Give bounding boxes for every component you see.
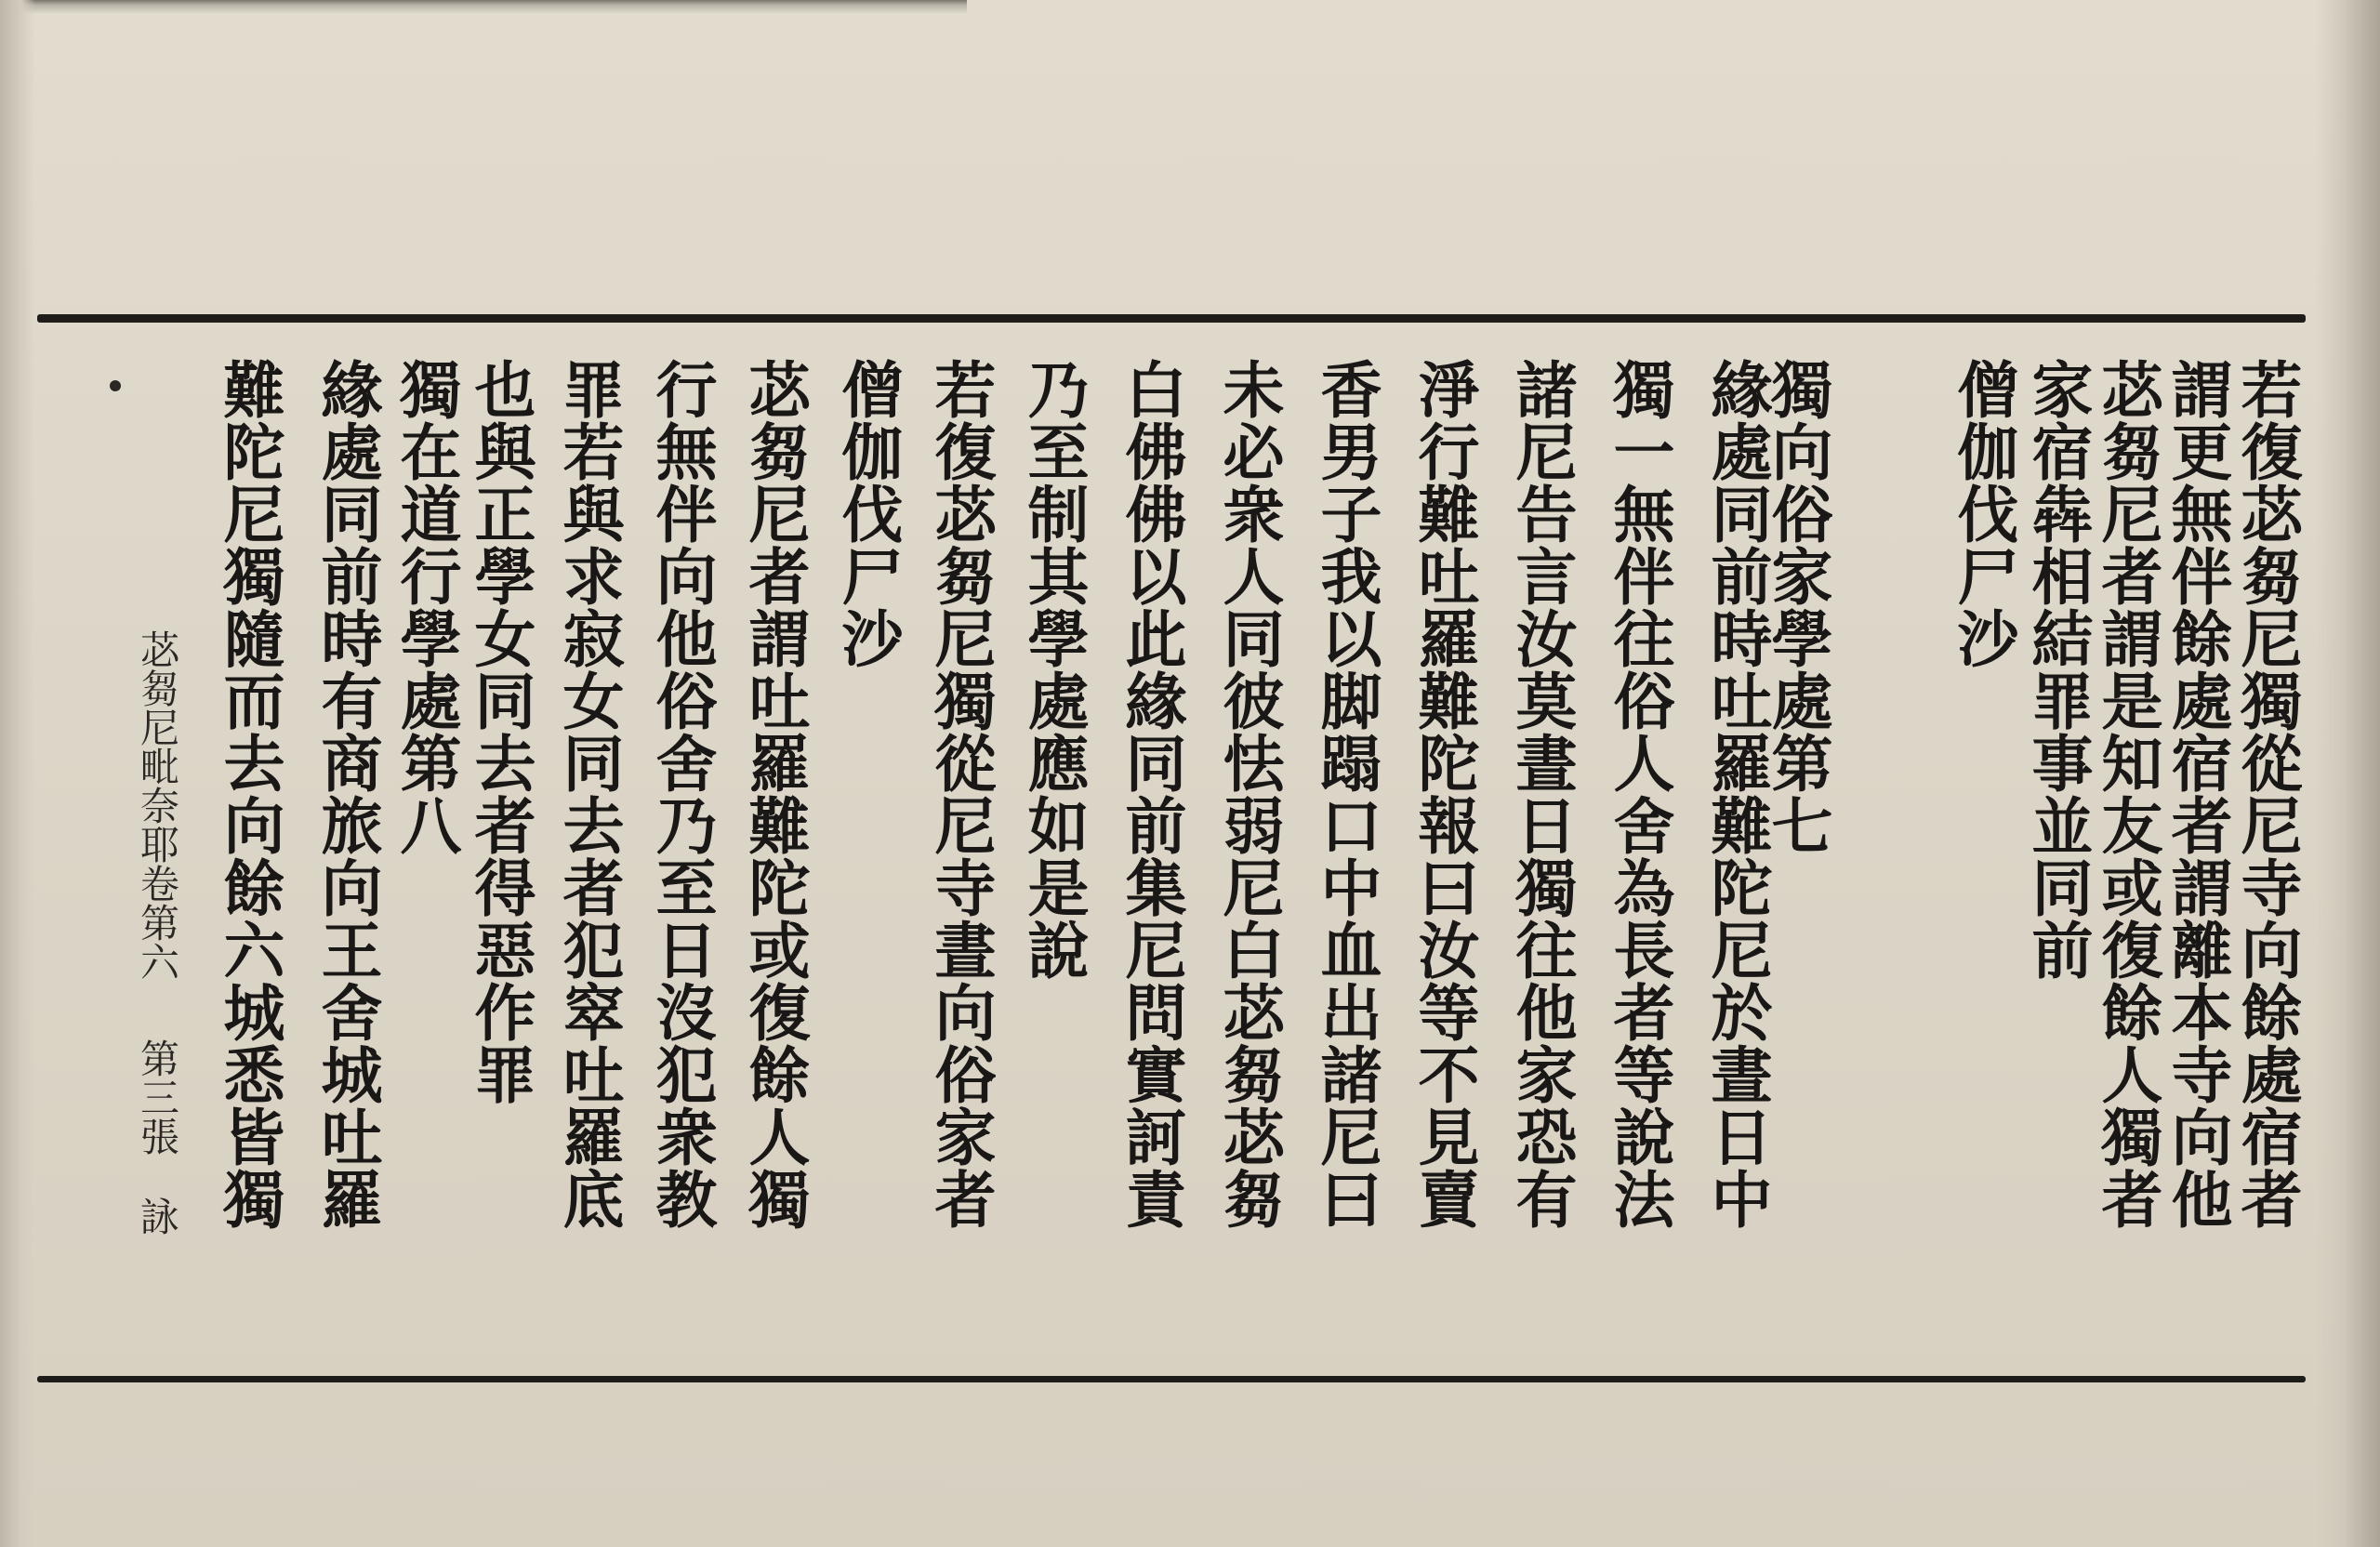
text-column-3: 苾芻尼者謂是知友或復餘人獨者: [2091, 358, 2163, 1230]
margin-carver-mark: 詠: [135, 1197, 180, 1236]
text-column-16: 苾芻尼者謂吐羅難陀或復餘人獨: [738, 358, 811, 1230]
text-column-13: 乃至制其學處應如是說: [1017, 358, 1090, 981]
text-column-21: 難陀尼獨隨而去向餘六城悉皆獨: [213, 358, 285, 1230]
text-column-19: 也與正學女同去者得惡作罪: [464, 358, 536, 1105]
text-column-20: 緣處同前時有商旅向王舍城吐羅: [311, 358, 383, 1230]
text-column-9: 淨行難吐羅難陀報曰汝等不見賣: [1408, 358, 1480, 1230]
text-column-15: 僧伽伐尸沙: [831, 358, 904, 669]
frame-top-rule: [37, 314, 2306, 323]
text-column-7: 獨一無伴往俗人舍為長者等說法: [1603, 358, 1675, 1230]
text-column-17: 行無伴向他俗舍乃至日沒犯衆教: [645, 358, 718, 1230]
page-top-edge: [0, 0, 967, 13]
margin-title: 苾芻尼毗奈耶卷第六: [135, 629, 180, 981]
text-column-12: 白佛佛以此緣同前集尼問實訶責: [1115, 358, 1187, 1230]
section-heading-8: 獨在道行學處第八: [390, 358, 462, 856]
text-column-8: 諸尼告言汝莫晝日獨往他家恐有: [1505, 358, 1578, 1230]
text-column-14: 若復苾芻尼獨從尼寺晝向俗家者: [924, 358, 997, 1230]
text-column-4: 家宿犇相結罪事並同前: [2021, 358, 2094, 981]
section-heading-7: 獨向俗家學處第七: [1761, 358, 1833, 856]
text-frame: [37, 323, 2306, 1376]
text-column-6: 緣處同前時吐羅難陀尼於晝日中: [1700, 358, 1773, 1230]
punctuation-dot: [110, 380, 121, 391]
page-right-edge: [2315, 0, 2380, 1547]
page-left-edge: [0, 0, 35, 1547]
margin-leaf-number: 第三張: [135, 1038, 180, 1156]
text-column-18: 罪若與求寂女同去者犯窣吐羅底: [552, 358, 625, 1230]
text-column-10: 香男子我以脚蹋口中血出諸尼曰: [1310, 358, 1382, 1230]
text-column-11: 未必衆人同彼怯弱尼白苾芻苾芻: [1212, 358, 1285, 1230]
frame-bottom-rule: [37, 1376, 2306, 1382]
text-column-1: 若復苾芻尼獨從尼寺向餘處宿者: [2230, 358, 2303, 1230]
text-column-2: 謂更無伴餘處宿者謂離本寺向他: [2161, 358, 2233, 1230]
text-column-5: 僧伽伐尸沙: [1947, 358, 2019, 669]
